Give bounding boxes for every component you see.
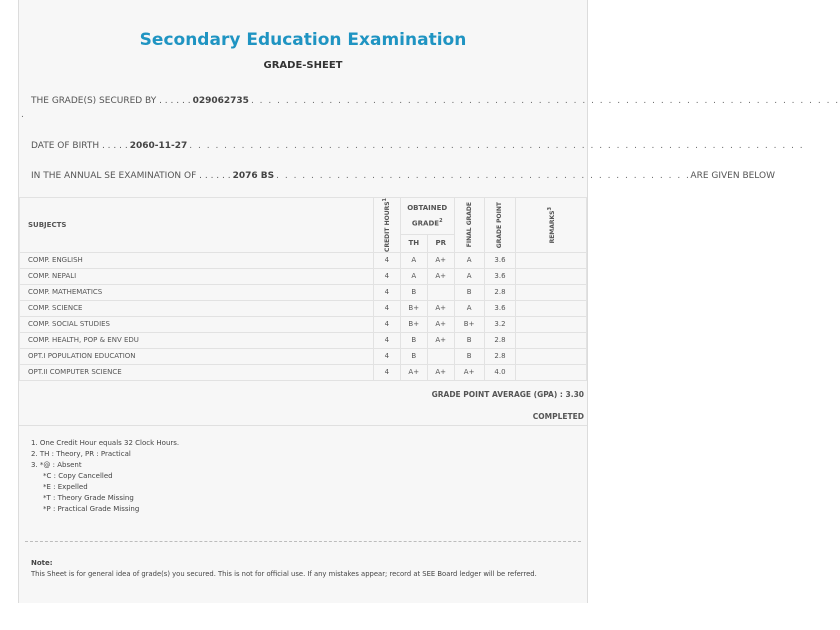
dotted-leader: . . . . . . . . . . . . . . . . . . . . . . . . . . . . . . . . . . . . . . . . . . . . . . . . . . . . . . . . . . . . . . . . . . . . xyxy=(250,96,840,106)
subject-cell: COMP. ENGLISH xyxy=(20,252,374,268)
footnote-subitem: *T : Theory Grade Missing xyxy=(43,494,134,502)
credit-hours-header: CREDIT HOURS$^1$ xyxy=(373,198,400,253)
footnote-subitem: *E : Expelled xyxy=(43,483,88,491)
footnote-item: 3. *@ : Absent xyxy=(31,461,82,469)
gp-cell: 3.6 xyxy=(484,268,516,284)
final-grade-header: FINAL GRADE xyxy=(454,198,484,253)
secured-by-line xyxy=(31,96,840,106)
remarks-cell xyxy=(516,300,587,316)
final-cell: B xyxy=(454,332,484,348)
footnote-subitem: *P : Practical Grade Missing xyxy=(43,505,140,513)
note-title: Note: xyxy=(31,559,53,567)
exam-label: IN THE ANNUAL SE EXAMINATION OF . . . . . . xyxy=(31,171,231,181)
dotted-leader: . . . . . . . . . . . . . . . . . . . . . . . . . . . . . . . . . . . . . . . . . . . . . . . . . . . . . . . . . . . . . . . . . . . . . . . xyxy=(189,141,805,151)
subject-cell: OPT.II COMPUTER SCIENCE xyxy=(20,364,374,380)
th-cell: B xyxy=(400,332,427,348)
th-cell: B xyxy=(400,284,427,300)
th-header: TH xyxy=(400,235,427,253)
table-row xyxy=(20,348,587,364)
grade-sheet xyxy=(18,0,840,603)
table-row xyxy=(20,316,587,332)
final-cell: A xyxy=(454,300,484,316)
remarks-cell xyxy=(516,252,587,268)
stray-dot: . xyxy=(21,110,24,120)
table-row xyxy=(20,268,587,284)
table-row xyxy=(20,364,587,380)
secured-by-label: THE GRADE(S) SECURED BY . . . . . . xyxy=(31,96,191,106)
th-cell: B+ xyxy=(400,300,427,316)
final-cell: B xyxy=(454,348,484,364)
page-title: Secondary Education Examination xyxy=(139,30,467,50)
remarks-cell xyxy=(516,316,587,332)
exam-line xyxy=(31,171,775,181)
gpa-summary: GRADE POINT AVERAGE (GPA) : 3.30 xyxy=(431,390,584,399)
grades-table xyxy=(19,197,587,381)
credit-cell: 4 xyxy=(373,284,400,300)
remarks-cell xyxy=(516,268,587,284)
dob-line xyxy=(31,141,805,151)
page-subtitle: GRADE-SHEET xyxy=(263,60,343,71)
pr-cell: A+ xyxy=(427,316,454,332)
completion-status: COMPLETED xyxy=(532,412,584,421)
th-cell: B+ xyxy=(400,316,427,332)
subject-cell: COMP. NEPALI xyxy=(20,268,374,284)
pr-cell: A+ xyxy=(427,300,454,316)
pr-cell: A+ xyxy=(427,332,454,348)
th-cell: A xyxy=(400,268,427,284)
final-cell: B xyxy=(454,284,484,300)
pr-cell: A+ xyxy=(427,364,454,380)
credit-cell: 4 xyxy=(373,364,400,380)
remarks-cell xyxy=(516,332,587,348)
pr-cell xyxy=(427,348,454,364)
credit-cell: 4 xyxy=(373,268,400,284)
final-cell: B+ xyxy=(454,316,484,332)
disclaimer-text: This Sheet is for general idea of grade(s) you secured. This is not for official use. If any mistakes appear; record at SEE Board ledger will be referred. xyxy=(31,570,537,578)
credit-cell: 4 xyxy=(373,332,400,348)
dotted-leader: . . . . . . . . . . . . . . . . . . . . . . . . . . . . . . . . . . . . . . . . . . . . . . . . xyxy=(276,171,691,181)
subject-cell: COMP. SOCIAL STUDIES xyxy=(20,316,374,332)
remarks-cell xyxy=(516,284,587,300)
final-cell: A+ xyxy=(454,364,484,380)
gp-cell: 3.6 xyxy=(484,300,516,316)
credit-cell: 4 xyxy=(373,300,400,316)
credit-cell: 4 xyxy=(373,316,400,332)
subjects-header: SUBJECTS xyxy=(20,198,374,253)
th-cell: B xyxy=(400,348,427,364)
subject-cell: COMP. MATHEMATICS xyxy=(20,284,374,300)
footnote-subitem: *C : Copy Cancelled xyxy=(43,472,113,480)
footnote-item: 2. TH : Theory, PR : Practical xyxy=(31,450,131,458)
symbol-number: 029062735 xyxy=(192,96,249,106)
dashed-divider xyxy=(25,541,581,542)
table-row xyxy=(20,252,587,268)
gp-cell: 4.0 xyxy=(484,364,516,380)
table-row xyxy=(20,300,587,316)
obtained-grade-header: OBTAINED GRADE$^2$ xyxy=(400,198,454,235)
th-cell: A+ xyxy=(400,364,427,380)
gp-cell: 3.2 xyxy=(484,316,516,332)
subject-cell: OPT.I POPULATION EDUCATION xyxy=(20,348,374,364)
footnote-item: 1. One Credit Hour equals 32 Clock Hours. xyxy=(31,439,180,447)
th-cell: A xyxy=(400,252,427,268)
remarks-cell xyxy=(516,348,587,364)
gp-cell: 2.8 xyxy=(484,332,516,348)
table-row xyxy=(20,332,587,348)
subject-cell: COMP. HEALTH, POP & ENV EDU xyxy=(20,332,374,348)
subject-cell: COMP. SCIENCE xyxy=(20,300,374,316)
pr-cell: A+ xyxy=(427,252,454,268)
final-cell: A xyxy=(454,268,484,284)
final-cell: A xyxy=(454,252,484,268)
grade-point-header: GRADE POINT xyxy=(484,198,516,253)
gp-cell: 2.8 xyxy=(484,284,516,300)
pr-cell: A+ xyxy=(427,268,454,284)
pr-cell xyxy=(427,284,454,300)
exam-tail: ARE GIVEN BELOW xyxy=(690,171,775,181)
credit-cell: 4 xyxy=(373,252,400,268)
credit-cell: 4 xyxy=(373,348,400,364)
footnotes-list xyxy=(31,438,179,515)
remarks-header: REMARKS$^3$ xyxy=(516,198,587,253)
gp-cell: 2.8 xyxy=(484,348,516,364)
table-row xyxy=(20,284,587,300)
dob-value: 2060-11-27 xyxy=(129,141,188,151)
remarks-cell xyxy=(516,364,587,380)
exam-year: 2076 BS xyxy=(232,171,275,181)
pr-header: PR xyxy=(427,235,454,253)
dob-label: DATE OF BIRTH . . . . . xyxy=(31,141,128,151)
gp-cell: 3.6 xyxy=(484,252,516,268)
